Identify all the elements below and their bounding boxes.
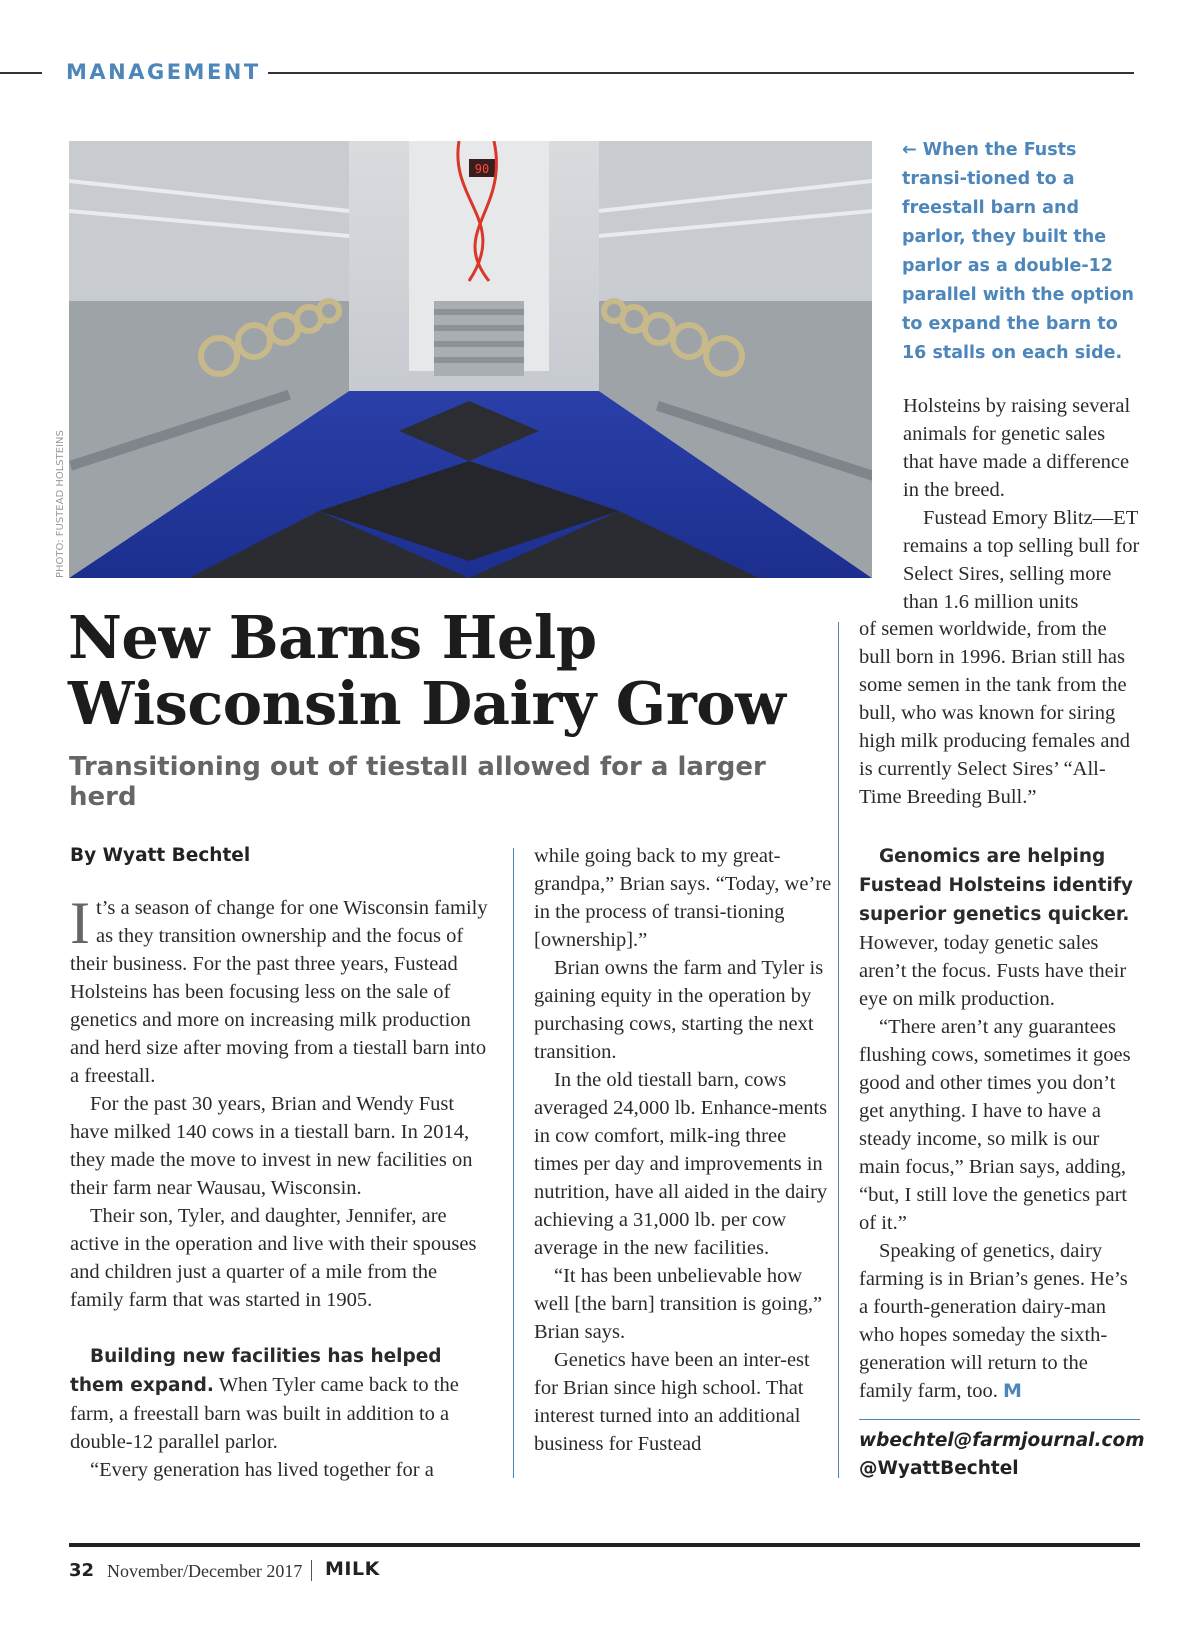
paragraph: of semen worldwide, from the bull born in 1996. Brian still has some semen in the tank from the bull, who was known for siring high milk producing females and is currently Select Sires’ “All-Time Breeding Bull.” — [859, 618, 1130, 808]
paragraph-text: t’s a season of change for one Wisconsin family as they transition ownership and the focus of their business. For the past three years, Fustead Holsteins has been focusing less on the sale of genetics and more on increasing milk production and herd size after moving from a tiestall barn into a freestall. — [70, 897, 488, 1087]
contact-rule — [859, 1419, 1140, 1420]
footer-separator — [311, 1560, 312, 1581]
paragraph: Brian owns the farm and Tyler is gaining equity in the operation by purchasing cows, starting the next transition. — [534, 957, 824, 1063]
paragraph: Holsteins by raising several animals for genetic sales that have made a difference in the breed. — [903, 395, 1131, 501]
subhead: Genomics are helping Fustead Holsteins identify superior genetics quicker. — [859, 846, 1133, 925]
paragraph: Genetics have been an inter-est for Brian since high school. That interest turned into an additional business for Fustead — [534, 1349, 810, 1455]
column-rule-1 — [513, 848, 514, 1478]
parlor-photo-illustration — [69, 141, 872, 578]
paragraph — [70, 1342, 494, 1456]
parlor-display-reading: 90 — [474, 162, 490, 176]
article-column-1 — [70, 842, 494, 1484]
author-twitter-handle[interactable]: @WyattBechtel — [859, 1458, 1019, 1479]
paragraph: while going back to my great-grandpa,” Brian says. “Today, we’re in the process of transi-tioning [ownership].” — [534, 845, 832, 951]
photo-credit: PHOTO: FUSTEAD HOLSTEINS — [55, 430, 66, 578]
paragraph: Fustead Emory Blitz—ET remains a top selling bull for Select Sires, selling more than 1.6 million units — [903, 507, 1140, 613]
article-deck: Transitioning out of tiestall allowed for a larger herd — [69, 752, 766, 812]
header-rule-left — [0, 72, 42, 74]
paragraph-text: When Tyler came back to the farm, a freestall barn was built in addition to a double-12 parallel parlor. — [70, 1374, 459, 1453]
author-email[interactable]: wbechtel@farmjournal.com — [859, 1430, 1145, 1451]
drop-cap: I — [70, 890, 90, 956]
paragraph: For the past 30 years, Brian and Wendy Fust have milked 140 cows in a tiestall barn. In 2014, they made the move to invest in new facilities on their farm near Wausau, Wisconsin. — [70, 1093, 473, 1199]
photo-caption: ← When the Fusts transi-tioned to a freestall barn and parlor, they built the parlor as a double-12 parallel with the option to expand the barn to 16 stalls on each side. — [902, 140, 1134, 363]
headline-line-1: New Barns Help — [68, 603, 597, 672]
header-rule-right — [268, 72, 1134, 74]
page-number: 32 — [69, 1560, 95, 1581]
article-column-3-middle — [859, 615, 1140, 811]
paragraph: In the old tiestall barn, cows averaged 24,000 lb. Enhance-ments in cow comfort, milk-ing three times per day and improvements in nutrition, have all aided in the dairy achieving a 31,000 lb. per cow average in the new facilities. — [534, 1069, 828, 1259]
article-headline — [68, 605, 828, 737]
paragraph — [859, 842, 1140, 1013]
column-rule-2 — [838, 622, 839, 1478]
paragraph: “There aren’t any guarantees flushing cows, sometimes it goes good and other times you don’t get anything. I have to have a steady income, so milk is our main focus,” Brian says, adding, “but, I still love the genetics part of it.” — [859, 1016, 1131, 1234]
headline-line-2: Wisconsin Dairy Grow — [68, 669, 786, 738]
paragraph — [70, 890, 494, 1090]
paragraph-text: However, today genetic sales aren’t the focus. Fusts have their eye on milk production. — [859, 932, 1127, 1010]
subhead: Building new facilities has helped them expand. — [70, 1346, 442, 1396]
paragraph: “Every generation has lived together for a — [90, 1459, 434, 1481]
paragraph — [859, 1237, 1140, 1405]
article-column-2 — [534, 842, 834, 1458]
article-column-3-top — [903, 392, 1140, 616]
paragraph: Their son, Tyler, and daughter, Jennifer, are active in the operation and live with their spouses and children just a quarter of a mile from the family farm that was started in 1905. — [70, 1205, 477, 1311]
paragraph-text: Speaking of genetics, dairy farming is in Brian’s genes. He’s a fourth-generation dairy-man who hopes someday the sixth-generation will return to the family farm, too. — [859, 1240, 1128, 1402]
footer-rule — [69, 1543, 1140, 1547]
end-mark: M — [1003, 1380, 1022, 1402]
issue-date: November/December 2017 — [107, 1561, 303, 1581]
article-column-3 — [859, 842, 1140, 1405]
publication-logo: MILK — [325, 1558, 380, 1580]
section-label: MANAGEMENT — [66, 60, 261, 84]
parlor-photo — [69, 141, 872, 578]
byline: By Wyatt Bechtel — [70, 845, 251, 866]
paragraph: “It has been unbelievable how well [the barn] transition is going,” Brian says. — [534, 1265, 823, 1343]
